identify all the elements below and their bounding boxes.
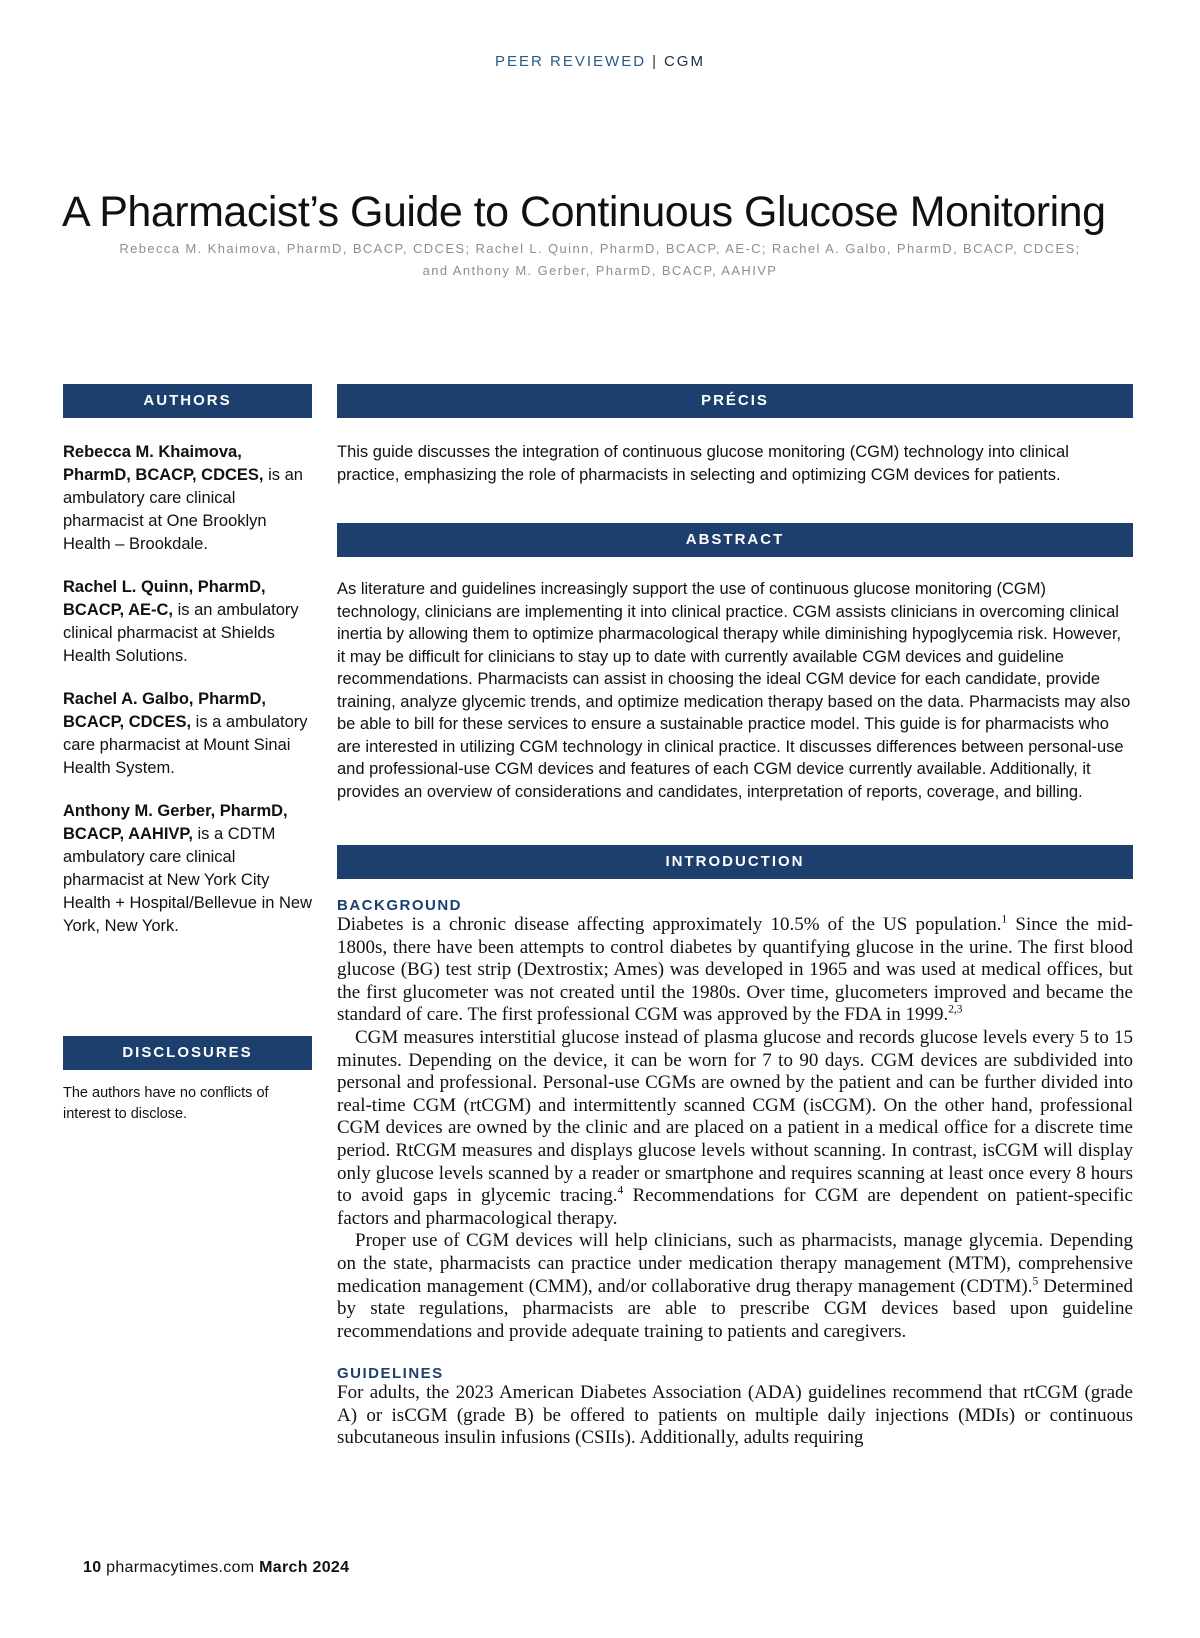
author-name: Rachel A. Galbo, PharmD, BCACP, CDCES, (63, 690, 266, 731)
kicker-section: PEER REVIEWED (495, 53, 647, 70)
author-name: Rebecca M. Khaimova, PharmD, BCACP, CDCES, (63, 443, 264, 484)
precis-section (337, 441, 1133, 486)
reference-marker: 5 (1032, 1275, 1039, 1288)
author-name: Rachel L. Quinn, PharmD, BCACP, AE-C, (63, 578, 266, 619)
author-desc: is an ambulatory care clinical pharmacist at One Brooklyn Health – Brookdale. (63, 466, 303, 553)
author-name: Anthony M. Gerber, PharmD, BCACP, AAHIVP, (63, 802, 288, 843)
paragraph (337, 1027, 1133, 1230)
background-body (337, 914, 1133, 1343)
precis-heading: PRÉCIS (337, 384, 1133, 418)
author-entry (63, 576, 313, 668)
introduction-heading: INTRODUCTION (337, 845, 1133, 879)
author-entry (63, 441, 313, 556)
reference-marker: 4 (617, 1184, 624, 1197)
background-heading: BACKGROUND (337, 897, 462, 914)
disclosures-heading: DISCLOSURES (63, 1036, 312, 1070)
author-entry (63, 688, 313, 780)
paragraph (337, 1230, 1133, 1343)
text-run: Since the mid-1800s, there have been attempts to control diabetes by quantifying glucose in the urine. The first blood glucose (BG) test strip (Dextrostix; Ames) was developed in 1965 and was used at medical offices, but the first glucometer was not created until the 1980s. Over time, glucometers improved and became the standard of care. The first professional CGM was approved by the FDA in 1999. (337, 914, 1134, 1026)
author-entry (63, 800, 313, 938)
disclosures-text: The authors have no conflicts of interest to disclose. (63, 1085, 269, 1122)
author-desc: is an ambulatory clinical pharmacist at Shields Health Solutions. (63, 601, 299, 665)
abstract-heading: ABSTRACT (337, 523, 1133, 557)
introduction-section (337, 897, 1133, 1450)
precis-text: This guide discusses the integration of continuous glucose monitoring (CGM) technology into clinical practice, emphasizing the role of pharmacists in selecting and optimizing CGM devices for patients. (337, 443, 1069, 484)
text-run: Determined by state regulations, pharmacists are able to prescribe CGM devices based upon guideline recommendations and provide adequate training to patients and caregivers. (337, 1275, 1133, 1342)
guidelines-body (337, 1382, 1133, 1450)
text-run: Recommendations for CGM are dependent on patient-specific factors and pharmacological therapy. (337, 1185, 1133, 1229)
abstract-text: As literature and guidelines increasingly support the use of continuous glucose monitoring (CGM) technology, clinicians are implementing it into clinical practice. CGM assists clinicians in overcoming clinical inertia by allowing them to optimize pharmacological therapy while diminishing hypoglycemia risk. However, it may be difficult for clinicians to stay up to date with currently available CGM devices and guideline recommendations. Pharmacists can assist in choosing the ideal CGM device for each candidate, provide training, analyze glycemic trends, and optimize medication therapy based on the data. Pharmacists may also be able to bill for these services to ensure a sustainable practice model. This guide is for pharmacists who are interested in utilizing CGM technology in clinical practice. It discusses differences between personal-use and professional-use CGM devices and features of each CGM device currently available. Additionally, it provides an overview of considerations and candidates, interpretation of reports, coverage, and billing. (337, 580, 1131, 801)
text-run: Diabetes is a chronic disease affecting approximately 10.5% of the US population. (337, 914, 1002, 935)
author-desc: is a CDTM ambulatory care clinical pharmacist at New York City Health + Hospital/Bellevue in New York, New York. (63, 825, 313, 935)
byline-line-2: and Anthony M. Gerber, PharmD, BCACP, AAHIVP (422, 263, 778, 278)
article-byline (60, 238, 1140, 282)
footer-issue: March 2024 (259, 1559, 350, 1576)
paragraph (337, 914, 1133, 1027)
paragraph: For adults, the 2023 American Diabetes Association (ADA) guidelines recommend that rtCGM (grade A) or isCGM (grade B) be offered to patients on multiple daily injections (MDIs) or continuous subcutaneous insulin infusions (CSIIs). Additionally, adults requiring (337, 1382, 1133, 1449)
kicker-separator: | (652, 53, 658, 70)
kicker-topic: CGM (663, 53, 705, 70)
article-title: A Pharmacist’s Guide to Continuous Glucose Monitoring (62, 188, 1106, 236)
reference-marker: 2,3 (948, 1004, 963, 1017)
author-desc: is a ambulatory care pharmacist at Mount Sinai Health System. (63, 713, 308, 777)
authors-list (63, 441, 313, 958)
page-footer (83, 1559, 349, 1577)
guidelines-heading: GUIDELINES (337, 1365, 444, 1383)
authors-heading: AUTHORS (63, 384, 312, 418)
text-run: Proper use of CGM devices will help clinicians, such as pharmacists, manage glycemia. Depending on the state, pharmacists can practice under medication therapy management (MTM), comprehensive medication management (CMM), and/or collaborative drug therapy management (CDTM). (337, 1230, 1133, 1297)
byline-line-1: Rebecca M. Khaimova, PharmD, BCACP, CDCES; Rachel L. Quinn, PharmD, BCACP, AE-C; Rachel A. Galbo, PharmD, BCACP, CDCES; (119, 241, 1081, 256)
footer-site: pharmacytimes.com (106, 1559, 255, 1576)
text-run: CGM measures interstitial glucose instead of plasma glucose and records glucose levels every 5 to 15 minutes. Depending on the device, it can be worn for 7 to 90 days. CGM devices are subdivided into personal and professional. Personal-use CGMs are owned by the patient and can be further divided into real-time CGM (rtCGM) and intermittently scanned CGM (isCGM). On the other hand, professional CGM devices are owned by the clinic and are placed on a patient in a medical office for a discrete time period. RtCGM measures and displays glucose levels without scanning. In contrast, isCGM will display only glucose levels scanned by a reader or smartphone and requires scanning at least once every 8 hours to avoid gaps in glycemic tracing. (337, 1026, 1133, 1207)
abstract-section (337, 578, 1133, 803)
reference-marker: 1 (1001, 913, 1008, 926)
page-number: 10 (83, 1559, 102, 1576)
